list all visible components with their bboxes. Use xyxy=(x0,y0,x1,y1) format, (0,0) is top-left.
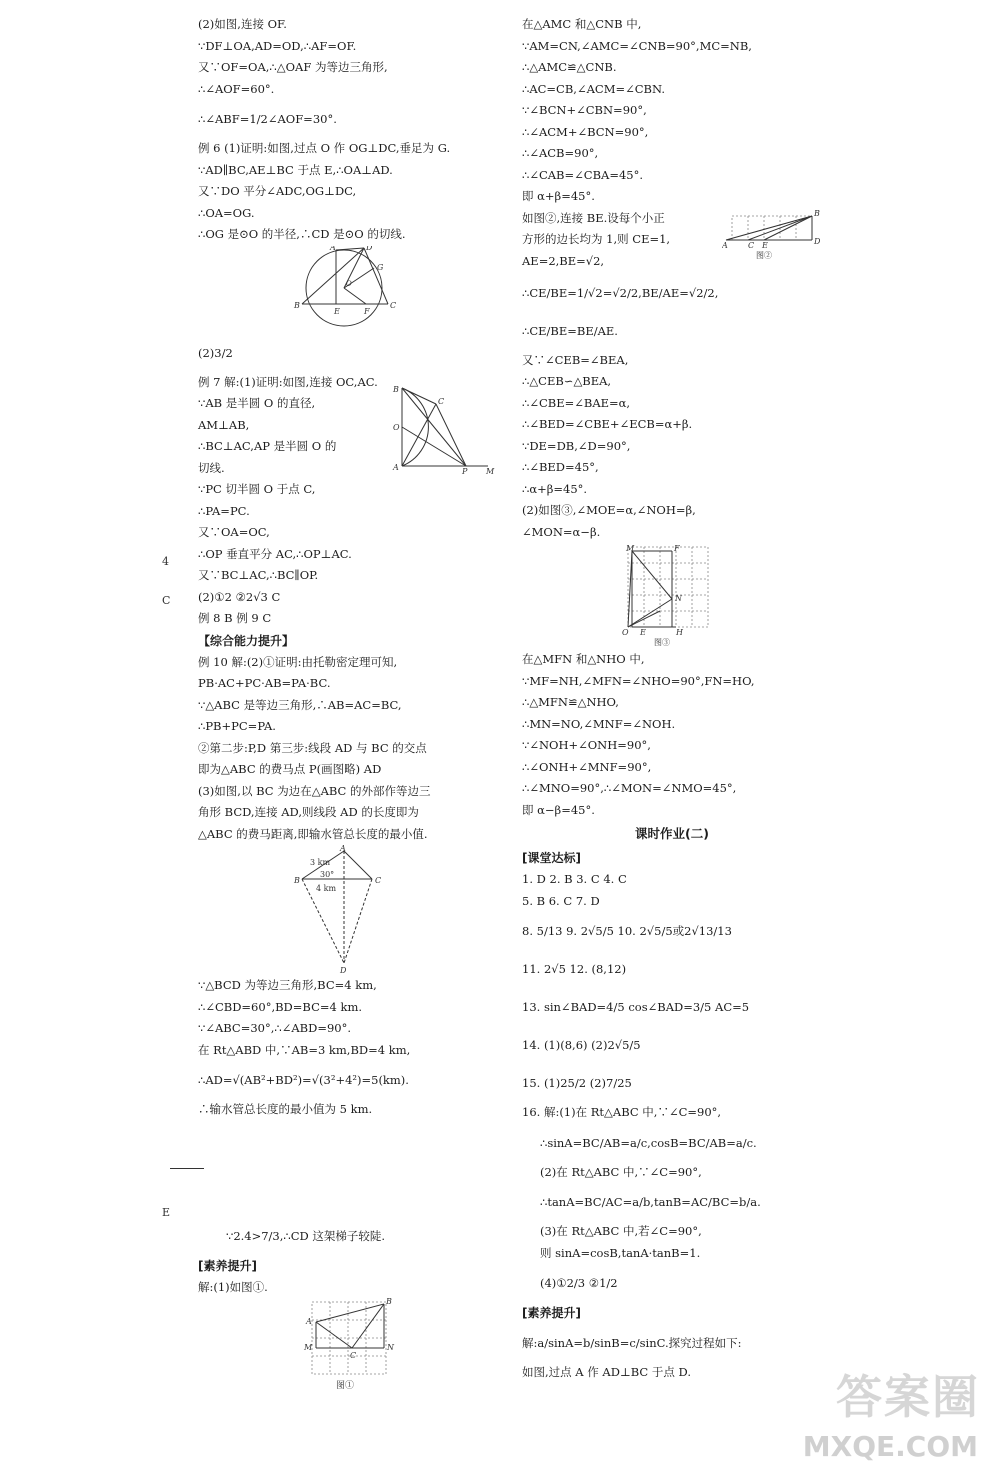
answer-line: ∴sinA=BC/AB=a/c,cosB=BC/AB=a/c. xyxy=(540,1135,757,1150)
svg-text:C: C xyxy=(438,396,445,406)
answer-line: 5. B 6. C 7. D xyxy=(522,893,600,908)
svg-text:A: A xyxy=(722,240,728,250)
figure-caption: 图② xyxy=(756,250,772,260)
text-line: ∵PC 切半圆 O 于点 C, xyxy=(198,482,316,496)
svg-text:P: P xyxy=(462,466,468,474)
svg-text:N: N xyxy=(387,1343,394,1352)
text-line: ∴∠ACM+∠BCN=90°, xyxy=(522,124,649,139)
figure-1-grid xyxy=(198,1298,498,1390)
text-line: 又∵OA=OC, xyxy=(198,525,270,539)
section-heading: 【综合能力提升】 xyxy=(198,633,295,648)
text-line: △ABC 的费马距离,即输水管总长度的最小值. xyxy=(198,826,428,841)
svg-text:A: A xyxy=(393,462,399,472)
text-line: 例 10 解:(2)①证明:由托勒密定理可知, xyxy=(198,654,398,669)
svg-text:B: B xyxy=(393,384,399,394)
margin-mark: E xyxy=(162,1206,171,1219)
text-line: 即 α−β=45°. xyxy=(522,802,595,817)
figure-caption: 图③ xyxy=(654,638,670,647)
text-line: ∠MON=α−β. xyxy=(522,524,601,539)
answer-line: ∴tanA=BC/AC=a/b,tanB=AC/BC=b/a. xyxy=(540,1195,761,1209)
figure-semicircle xyxy=(388,384,498,474)
svg-text:C: C xyxy=(748,240,755,250)
text-line: ∴∠CBE=∠BAE=α, xyxy=(522,395,631,410)
text-line: 在△MFN 和△NHO 中, xyxy=(522,652,645,666)
svg-text:O: O xyxy=(622,628,629,637)
text-line: (2)①2 ②2√3 C xyxy=(198,589,281,604)
svg-text:E: E xyxy=(334,306,340,316)
svg-text:B: B xyxy=(294,876,300,885)
text-line: 在△AMC 和△CNB 中, xyxy=(522,17,642,31)
separator-line xyxy=(170,1168,204,1169)
svg-text:C: C xyxy=(375,876,382,885)
text-line: 解:(1)如图①. xyxy=(198,1279,268,1294)
text-line: 解:a/sinA=b/sinB=c/sinC.探究过程如下: xyxy=(522,1336,742,1350)
ex7-block xyxy=(198,372,498,630)
svg-text:30°: 30° xyxy=(320,870,335,879)
svg-text:C: C xyxy=(390,300,397,310)
text-line: ∴∠BED=∠CBE+∠ECB=α+β. xyxy=(522,417,693,431)
svg-text:E: E xyxy=(762,240,768,250)
answer-line: (3)在 Rt△ABC 中,若∠C=90°, xyxy=(540,1224,702,1238)
watermark-logo: 答案圈 xyxy=(836,1370,980,1424)
svg-text:B: B xyxy=(294,300,300,310)
text-line: (3)如图,以 BC 为边在△ABC 的外部作等边三 xyxy=(198,783,431,798)
text-line: AE=2,BE=√2, xyxy=(522,253,605,268)
svg-text:F: F xyxy=(674,544,680,553)
text-line: ∴∠MNO=90°,∴∠MON=∠NMO=45°, xyxy=(522,781,737,795)
text-line: 例 8 B 例 9 C xyxy=(198,611,272,625)
answer-line: 14. (1)(8,6) (2)2√5/5 xyxy=(522,1038,641,1052)
text-line: ∴OG 是⊙O 的半径,∴CD 是⊙O 的切线. xyxy=(198,227,406,241)
svg-text:M: M xyxy=(486,466,495,474)
text-line: 即为△ABC 的费马点 P(画图略) AD xyxy=(198,762,382,776)
text-line: ∴BC⊥AC,AP 是半圆 O 的 xyxy=(198,439,337,453)
section-heading: [素养提升] xyxy=(522,1306,581,1320)
text-line: ∴MN=NO,∠MNF=∠NOH. xyxy=(522,716,676,731)
watermark xyxy=(786,1355,986,1465)
text-line: ∴∠CBD=60°,BD=BC=4 km. xyxy=(198,999,363,1014)
svg-text:F: F xyxy=(364,306,370,316)
answer-line: 则 sinA=cosB,tanA·tanB=1. xyxy=(540,1245,701,1260)
text-line: ∴OA=OG. xyxy=(198,205,255,220)
text-line: 如图②,连接 BE.设每个小正 xyxy=(522,210,665,225)
text-line: ∵∠BCN+∠CBN=90°, xyxy=(522,103,647,117)
section-heading: [素养提升] xyxy=(198,1258,257,1273)
watermark-url: MXQE.COM xyxy=(802,1430,978,1463)
svg-text:A: A xyxy=(340,845,346,853)
svg-text:E: E xyxy=(640,628,646,637)
text-line: ∵AM=CN,∠AMC=∠CNB=90°,MC=NB, xyxy=(522,38,752,53)
figure-circle-tangent xyxy=(198,246,498,334)
text-line: 又∵∠CEB=∠BEA, xyxy=(522,352,629,367)
text-line: ∴△AMC≌△CNB. xyxy=(522,60,617,74)
text-line: 在 Rt△ABD 中,∵AB=3 km,BD=4 km, xyxy=(198,1042,411,1057)
text-line: ∴输水管总长度的最小值为 5 km. xyxy=(198,1102,373,1116)
svg-text:A: A xyxy=(330,245,336,252)
svg-text:3 km: 3 km xyxy=(310,858,331,867)
text-line: 例 6 (1)证明:如图,过点 O 作 OG⊥DC,垂足为 G. xyxy=(198,141,451,155)
text-line: ∴AD=√(AB²+BD²)=√(3²+4²)=5(km). xyxy=(198,1073,409,1087)
text-line: ∵AD∥BC,AE⊥BC 于点 E,∴OA⊥AD. xyxy=(198,162,393,177)
right-column xyxy=(522,14,822,1384)
svg-text:4 km: 4 km xyxy=(316,884,337,893)
text-line: ∵AB 是半圆 O 的直径, xyxy=(198,396,316,410)
text-line: ∴∠AOF=60°. xyxy=(198,81,275,96)
text-line: ∴∠ACB=90°, xyxy=(522,146,599,160)
answer-line: 16. 解:(1)在 Rt△ABC 中,∵∠C=90°, xyxy=(522,1105,722,1119)
text-line: AM⊥AB, xyxy=(198,417,250,432)
lesson-title: 课时作业(二) xyxy=(635,826,709,841)
answer-line: (2)在 Rt△ABC 中,∵∠C=90°, xyxy=(540,1164,702,1179)
svg-text:C: C xyxy=(350,1351,357,1360)
text-line: 又∵DO 平分∠ADC,OG⊥DC, xyxy=(198,184,357,198)
text-line: ∴∠ABF=1/2∠AOF=30°. xyxy=(198,112,337,126)
text-line: ∴CE/BE=1/√2=√2/2,BE/AE=√2/2, xyxy=(522,285,719,300)
text-line: ∴α+β=45°. xyxy=(522,481,588,496)
svg-text:A: A xyxy=(306,1317,312,1326)
svg-text:D: D xyxy=(814,236,821,246)
text-line: 切线. xyxy=(198,460,225,475)
text-line: 如图,过点 A 作 AD⊥BC 于点 D. xyxy=(522,1365,692,1379)
text-line: 即 α+β=45°. xyxy=(522,189,595,203)
answer-line: 8. 5/13 9. 2√5/5 10. 2√5/5或2√13/13 xyxy=(522,924,732,938)
figure-3-grid xyxy=(522,543,822,649)
text-line: ∵∠ABC=30°,∴∠ABD=90°. xyxy=(198,1021,351,1035)
text-line: ∴PB+PC=PA. xyxy=(198,719,276,733)
text-line: PB·AC+PC·AB=PA·BC. xyxy=(198,676,331,690)
svg-text:O: O xyxy=(393,422,400,432)
text-line: ∴∠ONH+∠MNF=90°, xyxy=(522,759,652,774)
answer-line: 1. D 2. B 3. C 4. C xyxy=(522,872,627,886)
answer-line: (4)①2/3 ②1/2 xyxy=(540,1276,618,1290)
text-line: ∴AC=CB,∠ACM=∠CBN. xyxy=(522,81,665,96)
left-column xyxy=(198,14,498,1390)
text-line: ∴△MFN≌△NHO, xyxy=(522,695,619,709)
answer-line: 15. (1)25/2 (2)7/25 xyxy=(522,1076,632,1090)
text-line: ∴△CEB∽△BEA, xyxy=(522,374,612,388)
fig2-block xyxy=(522,208,822,274)
text-line: ∴∠BED=45°, xyxy=(522,460,599,474)
answer-line: 13. sin∠BAD=4/5 cos∠BAD=3/5 AC=5 xyxy=(522,1000,750,1014)
svg-text:G: G xyxy=(377,262,384,272)
text-line: ∴PA=PC. xyxy=(198,503,250,518)
figure-caption: 图① xyxy=(336,1381,355,1390)
text-line: ∴OP 垂直平分 AC,∴OP⊥AC. xyxy=(198,546,352,561)
text-line: ∵MF=NH,∠MFN=∠NHO=90°,FN=HO, xyxy=(522,673,755,688)
text-line: 又∵OF=OA,∴△OAF 为等边三角形, xyxy=(198,60,388,74)
svg-text:B: B xyxy=(814,208,820,218)
text-line: 方形的边长均为 1,则 CE=1, xyxy=(522,232,671,246)
section-heading: [课堂达标] xyxy=(522,851,581,865)
figure-2-grid xyxy=(722,208,822,260)
text-line: ∵△ABC 是等边三角形,∴AB=AC=BC, xyxy=(198,697,402,712)
svg-text:M: M xyxy=(304,1343,313,1352)
text-line: ∵DE=DB,∠D=90°, xyxy=(522,438,631,453)
text-line: ∵DF⊥OA,AD=OD,∴AF=OF. xyxy=(198,38,357,53)
text-line: 角形 BCD,连接 AD,则线段 AD 的长度即为 xyxy=(198,805,419,819)
svg-text:B: B xyxy=(386,1298,392,1306)
text-line: ∴CE/BE=BE/AE. xyxy=(522,323,618,338)
figure-fermat-point xyxy=(198,845,498,975)
svg-text:D: D xyxy=(366,245,373,252)
svg-text:O: O xyxy=(346,279,352,288)
text-line: ∴∠CAB=∠CBA=45°. xyxy=(522,167,644,182)
text-line: ∵△BCD 为等边三角形,BC=4 km, xyxy=(198,978,377,992)
text-line: (2)3/2 xyxy=(198,345,233,360)
text-line: 例 7 解:(1)证明:如图,连接 OC,AC. xyxy=(198,374,378,389)
text-line: ②第二步:P,D 第三步:线段 AD 与 BC 的交点 xyxy=(198,740,427,755)
svg-text:H: H xyxy=(676,628,683,637)
svg-text:M: M xyxy=(626,544,635,553)
margin-mark: 4 xyxy=(162,555,169,568)
text-line: ∵2.4>7/3,∴CD 这架梯子较陡. xyxy=(226,1228,386,1243)
text-line: 又∵BC⊥AC,∴BC∥OP. xyxy=(198,568,319,582)
text-line: ∵∠NOH+∠ONH=90°, xyxy=(522,738,651,752)
svg-text:D: D xyxy=(340,966,347,975)
svg-text:N: N xyxy=(675,594,682,603)
answer-line: 11. 2√5 12. (8,12) xyxy=(522,962,627,976)
text-line: (2)如图,连接 OF. xyxy=(198,17,287,31)
margin-mark: C xyxy=(162,594,171,607)
text-line: (2)如图③,∠MOE=α,∠NOH=β, xyxy=(522,503,696,517)
